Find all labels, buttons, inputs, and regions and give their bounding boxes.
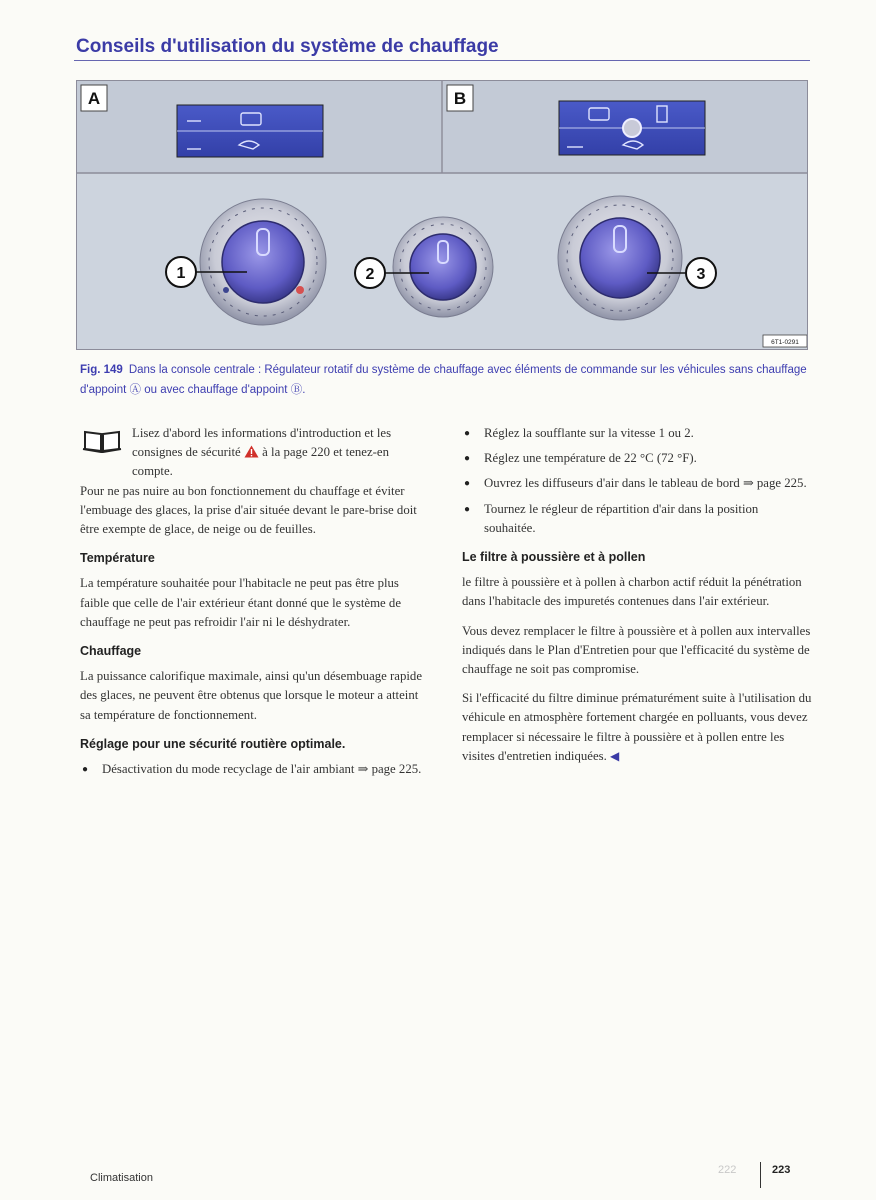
page-title: Conseils d'utilisation du système de chauffage [76,36,499,57]
warning-triangle-icon [244,445,259,458]
caption-text: Dans la console centrale : Régulateur rotatif du système de chauffage avec éléments de commande sur les véhicules sans chauffage d'appoint Ⓐ ou avec chauffage d'appoint Ⓑ. [80,364,807,396]
end-of-section-icon: ◀ [610,748,620,763]
figure-caption [80,360,810,400]
safety-list-continued [462,424,812,538]
read-first-note [80,424,430,482]
list-item: ● Désactivation du mode recyclage de l'air ambiant ⇒ page 225. [80,760,430,779]
filter-paragraph-3: Si l'efficacité du filtre diminue prématurément suite à l'utilisation du véhicule en atmosphère fortement chargée en polluants, vous devez remplacer si nécessaire le filtre à poussière et à pollen entre les visites d'entretien indiquées. ◀ [462,691,812,763]
svg-text:1: 1 [176,265,186,282]
footer-previous-page: 222 [718,1164,737,1176]
panel-b-label: B [453,89,467,108]
footer-separator [760,1162,761,1188]
fan-speed-knob [393,217,493,317]
svg-text:2: 2 [365,266,375,283]
air-distribution-knob [558,196,682,320]
read-first-reference: à la page 220 et tenez-en compte. [132,445,389,479]
aux-heating-button [623,119,641,137]
safety-list [80,760,430,779]
title-rule [74,60,810,61]
list-item: ● Réglez la soufflante sur la vitesse 1 ou 2. [462,424,812,443]
panel-a-control-strip [177,105,323,157]
filter-heading: Le filtre à poussière et à pollen [462,550,646,565]
book-icon [82,428,122,454]
list-item: ● Ouvrez les diffuseurs d'air dans le tableau de bord ⇒ page 225. [462,474,812,493]
list-item: ● Tournez le régleur de répartition d'air dans la position souhaitée. [462,500,812,538]
panel-a-label: A [87,89,101,108]
panel-b-control-strip [559,101,705,155]
figure-heating-controls [76,80,808,350]
read-first-text: Lisez d'abord les informations d'introduction et les consignes de sécurité [132,426,392,460]
filter-paragraph-1: le filtre à poussière et à pollen à charbon actif réduit la pénétration dans l'habitacle des impuretés contenues dans l'air extérieur. [462,575,802,609]
filter-paragraph-2: Vous devez remplacer le filtre à poussière et à pollen aux intervalles indiqués dans le Plan d'Entretien pour que l'efficacité du système de chauffage ne soit pas compromise. [462,623,811,677]
page-number: 223 [772,1164,791,1176]
heating-heading: Chauffage [80,644,142,659]
intro-paragraph: Pour ne pas nuire au bon fonctionnement du chauffage et éviter l'embuage des glaces, la prise d'air située devant le pare-brise doit être exempte de glace, de neige ou de feuilles. [80,483,417,537]
image-code: 6T1-0291 [771,339,799,346]
temperature-heading: Température [80,551,155,566]
left-column [80,424,430,785]
temperature-knob [200,199,326,325]
right-column [462,424,812,776]
svg-text:3: 3 [696,266,706,283]
list-item: ● Réglez une température de 22 °C (72 °F). [462,449,812,468]
safety-heading: Réglage pour une sécurité routière optimale. [80,736,346,751]
temperature-paragraph: La température souhaitée pour l'habitacle ne peut pas être plus faible que celle de l'air extérieur étant donné que le système de chauffage ne peut pas refroidir l'air ni le déshydrater. [80,576,402,629]
caption-number: Fig. 149 [80,364,123,376]
heating-paragraph: La puissance calorifique maximale, ainsi qu'un désembuage rapide des glaces, ne peuvent être obtenus que lorsque le moteur a atteint sa température de fonctionnement. [80,669,423,722]
footer-section: Climatisation [90,1172,153,1184]
